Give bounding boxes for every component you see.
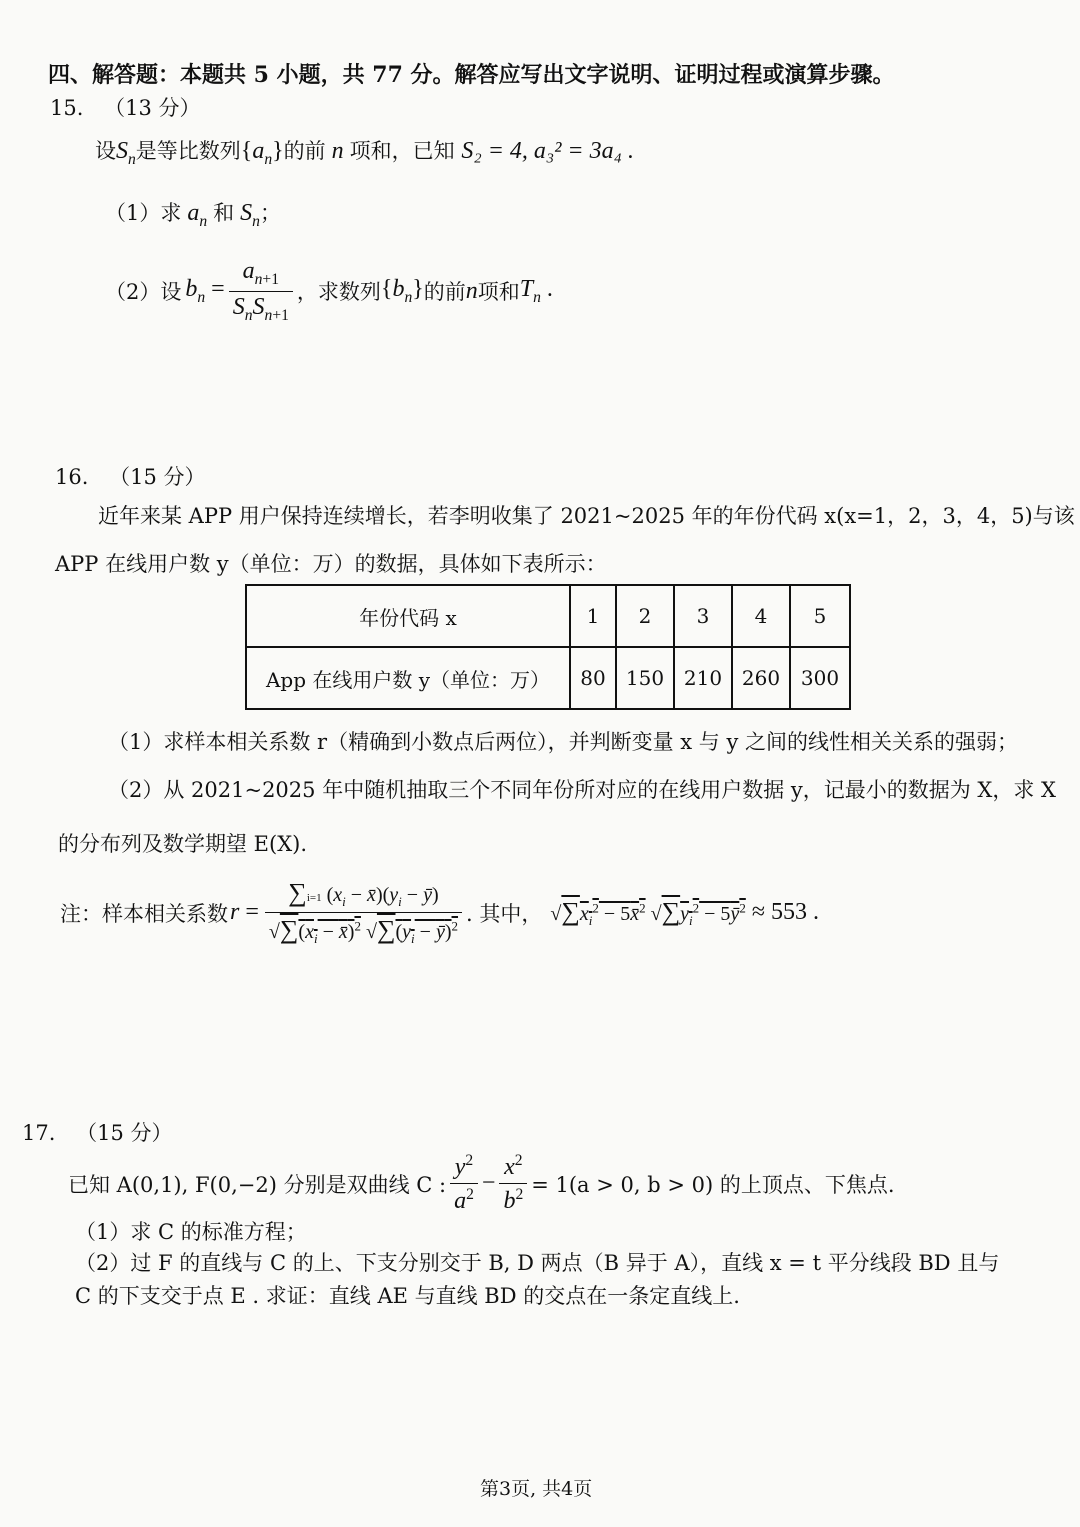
table-cell: 5 [790,585,850,647]
q17-part2-line2: C 的下支交于点 E . 求证：直线 AE 与直线 BD 的交点在一条定直线上. [75,1284,740,1308]
q17-number: 17. [22,1121,56,1145]
q15-part2-text: ，求数列 [296,280,381,305]
table-header-cell: 年份代码 x [246,585,570,647]
q15-part1-text: 和 [213,201,235,225]
fraction-bn: $\frac{a_{n+1}}{S_nS_{n+1}}$ [229,258,293,325]
sqrt-product: $√\sum x_i^2$ − 5x̄$^2$ $√\sum y_i^2$ − $5ȳ^2$ [550,896,746,928]
q16-part1: （1）求样本相关系数 r（精确到小数点后两位），并判断变量 x 与 y 之间的线性相关关系的强弱； [108,730,1018,754]
q15-number: 15. [50,96,84,120]
q15-header [50,92,201,122]
q17-header [22,1117,173,1147]
table-cell: 3 [674,585,732,647]
table-row [246,647,850,709]
q16-points: （15 分） [109,465,206,489]
data-table [245,584,851,710]
table-header-cell: App 在线用户数 y（单位：万） [246,647,570,709]
q16-number: 16. [55,465,89,489]
correlation-formula: $\frac{\sum i=1 (x_i - x̄)(y_i - ȳ)}{√\sum(x_i - x̄)^2 √\sum(y_i - ȳ)^2}$ [265,878,462,947]
table-cell: 210 [674,647,732,709]
q16-intro-line2: APP 在线用户数 y（单位：万）的数据，具体如下表所示： [55,552,607,576]
section-heading: 四、解答题：本题共 5 小题，共 77 分。解答应写出文字说明、证明过程或演算步骤。 [48,62,895,88]
q15-stem-text: 项和，已知 [349,139,455,163]
note-mid: . 其中， [466,901,543,926]
table-cell: 4 [732,585,790,647]
q16-note: 注：样本相关系数 r = $\frac{\sum i=1 (x_i - x̄)(y_i - ȳ)}{√\sum(x_i - x̄)^2 √\sum(y_i - ȳ)^2}$ . 其中， $√\sum x_i^2$ − 5x̄$^2$ $√\sum y_i^2$ − $5ȳ^2$ ≈ 553 . [60,878,819,946]
q15-stem-text: 的前 [283,139,326,163]
q17-stem-b: = 1(a > 0, b > 0) 的上顶点、下焦点. [531,1172,895,1197]
q17-points: （15 分） [76,1121,173,1145]
table-cell: 2 [616,585,674,647]
q15-part2-label: （2）设 [105,280,182,305]
q15-part1-text: ； [259,201,281,225]
q16-part2-line1: （2）从 2021~2025 年中随机抽取三个不同年份所对应的在线用户数据 y，记最小的数据为 X，求 X [108,778,1056,802]
q15-condition: S₂ = 4, a₃² = 3a₄ . [461,138,634,164]
q17-stem-a: 已知 A(0,1), F(0,−2) 分别是双曲线 C : [68,1172,447,1197]
q16-header [55,461,206,491]
fraction-y2a2: $\frac{y^2}{a^2}$ [450,1152,478,1215]
table-row [246,585,850,647]
q15-stem-text: 是等比数列 [135,139,241,163]
note-label: 注：样本相关系数 [60,901,228,926]
q15-part1: （1）求 $a_n$ 和 $S_n$； [105,200,281,230]
q16-intro-line1: 近年来某 APP 用户保持连续增长，若李明收集了 2021~2025 年的年份代码 x(x=1，2，3，4，5)与该 [98,504,1075,528]
fraction-x2b2: $\frac{x^2}{b^2}$ [499,1152,527,1215]
table-cell: 80 [570,647,616,709]
table-cell: 150 [616,647,674,709]
q16-part2-line2: 的分布列及数学期望 E(X). [58,832,308,856]
q15-stem-text: 设 [95,139,116,163]
q17-part2-line1: （2）过 F 的直线与 C 的上、下支分别交于 B, D 两点（B 异于 A），直线 x = t 平分线段 BD 且与 [75,1251,1000,1275]
q15-points: （13 分） [104,96,201,120]
q17-part1: （1）求 C 的标准方程； [75,1220,307,1244]
table-cell: 1 [570,585,616,647]
table-cell: 260 [732,647,790,709]
q15-part2: （2）设 $b_n$ = $\frac{a_{n+1}}{S_nS_{n+1}}$ ，求数列 $\{b_n\}$ 的前 n 项和 $T_n$ . [105,258,553,324]
q15-part1-label: （1）求 [105,201,182,225]
q17-stem: 已知 A(0,1), F(0,−2) 分别是双曲线 C : $\frac{y^2}{a^2}$ − $\frac{x^2}{b^2}$ = 1(a > 0, b > 0) 的上顶点、下焦点. [68,1152,895,1214]
table-cell: 300 [790,647,850,709]
q15-part2-text: 的前 [423,280,466,305]
q15-part2-text: 项和 [477,280,520,305]
q15-stem: 设$S_n$是等比数列$\{a_n\}$的前 n 项和，已知 S₂ = 4, a₃² = 3a₄ . [95,138,634,168]
note-approx: ≈ 553 . [751,899,819,925]
page-footer: 第3页, 共4页 [480,1478,593,1500]
